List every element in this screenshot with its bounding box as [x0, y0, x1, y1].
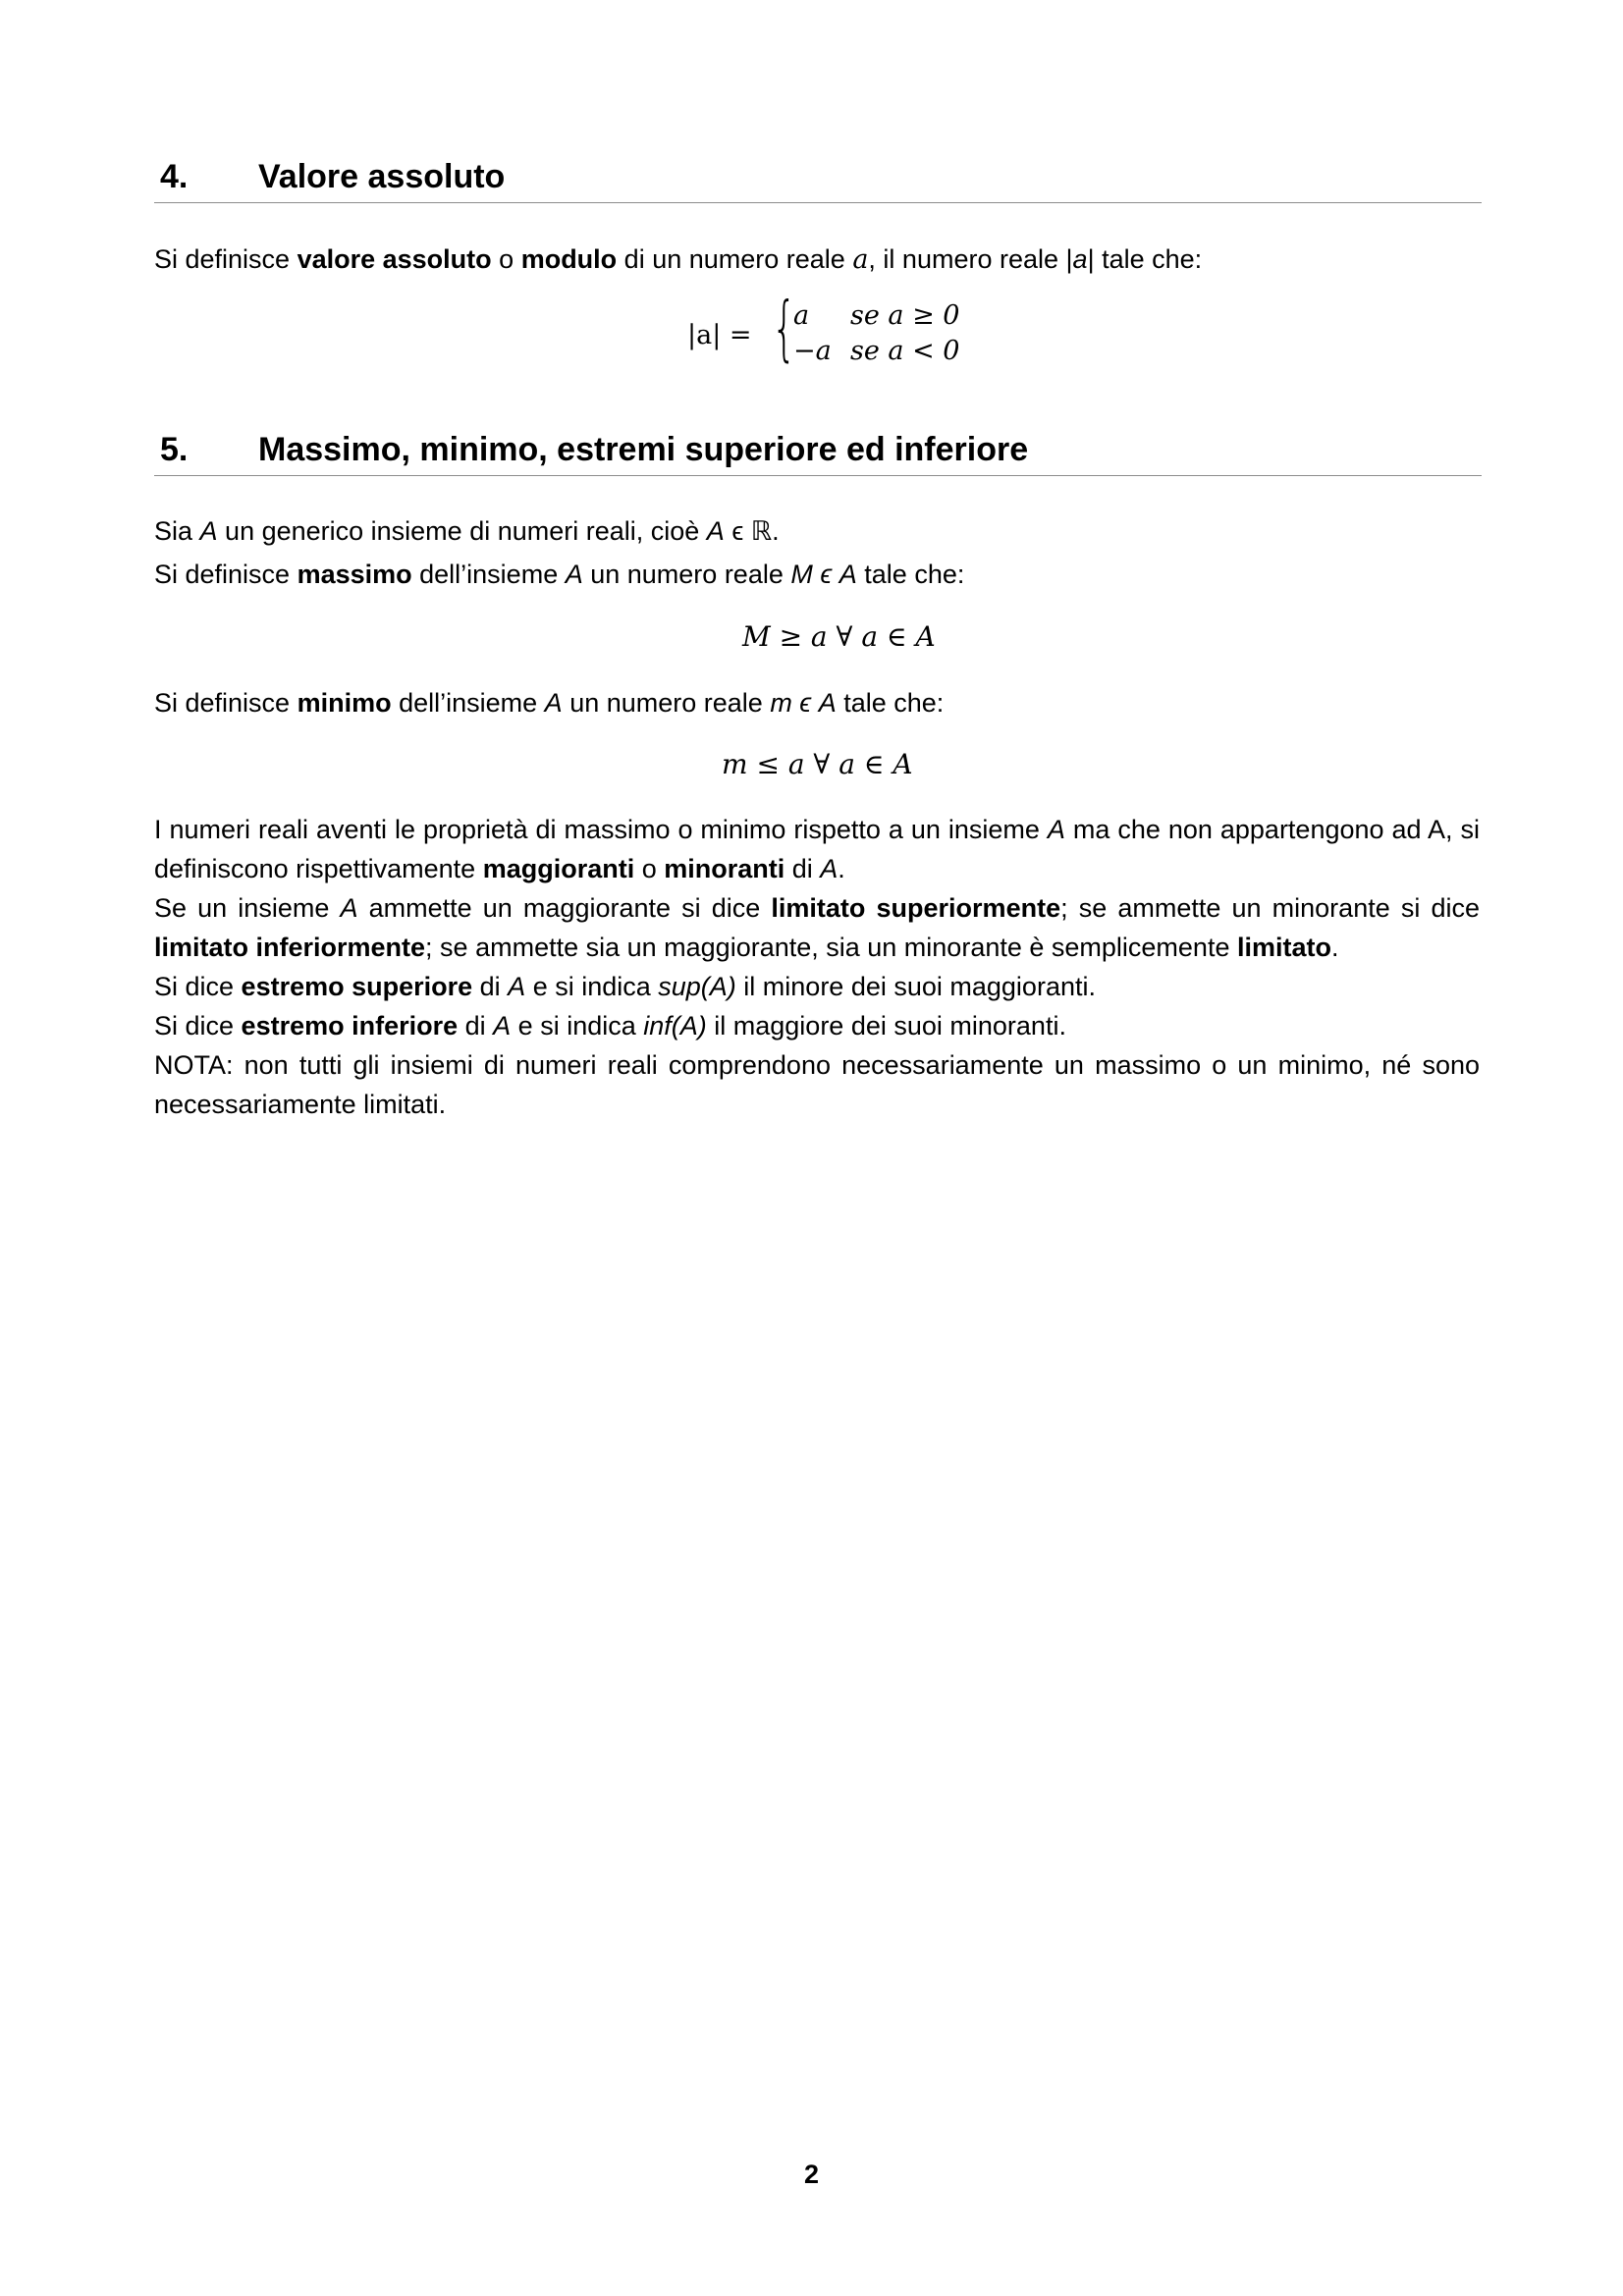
text-run: tale che: [856, 560, 965, 589]
math-var: A [493, 1011, 512, 1041]
text-run: di [472, 972, 509, 1001]
text-run: un numero reale [582, 560, 791, 589]
text-run: un numero reale [562, 688, 771, 718]
abs-definition [154, 240, 1480, 280]
math-var: A [565, 560, 583, 589]
section-4-title: Valore assoluto [258, 158, 506, 195]
text-run: dell’insieme [411, 560, 566, 589]
term-minoranti: minoranti [664, 854, 785, 883]
text-run: Si definisce [154, 688, 298, 718]
term-massimo: massimo [297, 560, 412, 589]
text-run: dell’insieme [391, 688, 545, 718]
bounds-paragraph [154, 810, 1480, 888]
section-5-title: Massimo, minimo, estremi superiore ed inferiore [258, 431, 1029, 468]
math-var: A [508, 972, 526, 1001]
text-run: un generico insieme di numeri reali, cioè [217, 516, 707, 546]
text-run: Sia [154, 516, 200, 546]
text-run: Se un insieme [154, 893, 341, 923]
math-var: inf(A) [643, 1011, 707, 1041]
case-2-value: −a [793, 336, 832, 366]
term-limitato-superiormente: limitato superiormente [771, 893, 1061, 923]
bounded-paragraph [154, 888, 1480, 967]
text-run: , il numero reale | [868, 244, 1073, 274]
math-var: A [199, 516, 218, 546]
text-run: ma che non appartengono ad A, si definiscono rispettivamente [154, 815, 1480, 883]
term-limitato: limitato [1236, 933, 1331, 962]
term-estremo-inferiore: estremo inferiore [241, 1011, 459, 1041]
inf-definition-line [154, 1006, 1480, 1045]
term-modulo: modulo [520, 244, 618, 274]
term-maggioranti: maggioranti [482, 854, 635, 883]
text-run: e si indica [511, 1011, 644, 1041]
text-run: di un numero reale [617, 244, 853, 274]
case-1-value: a [793, 300, 810, 331]
text-run: Si dice [154, 972, 242, 1001]
section-4-heading [154, 157, 1482, 203]
math-var: a [852, 244, 869, 275]
math-var: A [1047, 815, 1065, 844]
min-definition-line [154, 683, 1480, 722]
text-run: . [838, 854, 845, 883]
math-var: m ϵ A [770, 688, 837, 718]
text-run: I numeri reali aventi le proprietà di massimo o minimo rispetto a un insieme [154, 815, 1048, 844]
text-run: tale che: [836, 688, 945, 718]
left-brace-icon: { [772, 287, 797, 369]
text-run: | tale che: [1087, 244, 1203, 274]
min-formula: m ≤ a ∀ a ∈ A [722, 748, 913, 780]
max-definition-line [154, 555, 1480, 594]
text-run: il maggiore dei suoi minoranti. [706, 1011, 1066, 1041]
text-run: ammette un maggiorante si dice [357, 893, 772, 923]
math-var: M ϵ A [790, 560, 857, 589]
text-run: Si definisce [154, 560, 298, 589]
sup-definition-line [154, 967, 1480, 1006]
math-var: A [820, 854, 839, 883]
text-run: e si indica [525, 972, 659, 1001]
case-row-1 [793, 300, 959, 331]
set-definition-line [154, 511, 1480, 551]
text-run: di [784, 854, 821, 883]
text-run: di [458, 1011, 494, 1041]
text-run: il minore dei suoi maggioranti. [735, 972, 1096, 1001]
math-var: A [544, 688, 563, 718]
case-row-2 [793, 336, 959, 366]
term-minimo: minimo [297, 688, 392, 718]
text-run: ϵ ℝ. [724, 516, 780, 546]
term-limitato-inferiormente: limitato inferiormente [154, 933, 426, 962]
section-5-number: 5. [160, 431, 189, 468]
text-run: Si definisce [154, 244, 298, 274]
text-run: o [491, 244, 521, 274]
text-run: ; se ammette sia un maggiorante, sia un minorante è semplicemente [425, 933, 1237, 962]
text-run: Si dice [154, 1011, 242, 1041]
section-4-number: 4. [160, 158, 189, 195]
text-run: o [634, 854, 665, 883]
math-var: A [340, 893, 358, 923]
abs-value-formula [687, 287, 962, 371]
formula-lhs: |a| = [687, 320, 752, 350]
text-run: ; se ammette un minorante si dice [1060, 893, 1480, 923]
term-valore-assoluto: valore assoluto [297, 244, 492, 274]
nota-paragraph: NOTA: non tutti gli insiemi di numeri reali comprendono necessariamente un massimo o un minimo, né sono necessariamente limitati. [154, 1050, 1480, 1119]
max-formula: M ≥ a ∀ a ∈ A [742, 620, 936, 653]
math-var: a [1072, 244, 1088, 274]
page-number: 2 [803, 2160, 820, 2189]
term-estremo-superiore: estremo superiore [241, 972, 473, 1001]
case-2-condition: se a < 0 [850, 336, 960, 366]
section-5-heading [154, 430, 1482, 476]
case-1-condition: se a ≥ 0 [850, 300, 960, 331]
math-var: A [706, 516, 725, 546]
text-run: . [1330, 933, 1339, 962]
math-var: sup(A) [658, 972, 736, 1001]
